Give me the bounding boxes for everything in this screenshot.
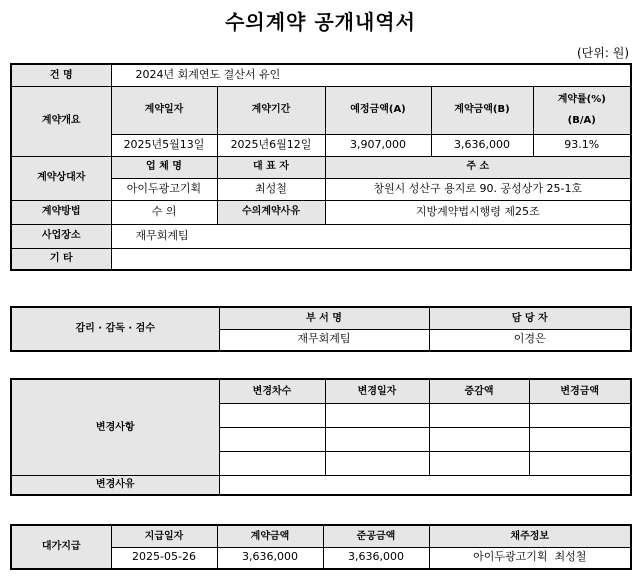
etc-value	[111, 248, 631, 270]
unit-note: (단위: 원)	[577, 46, 629, 60]
overview-label: 계약개요	[11, 86, 111, 156]
payment-label: 대가지급	[11, 525, 111, 569]
person-header: 담 당 자	[429, 307, 631, 329]
completion-amount-header: 준공금액	[323, 525, 429, 547]
contract-rate-value: 93.1%	[533, 134, 631, 156]
supervision-table	[10, 306, 632, 352]
supervision-label: 감리 · 감독 · 검수	[11, 307, 219, 351]
changes-table	[10, 378, 632, 496]
reason-value: 지방계약법시행령 제25조	[325, 200, 631, 224]
dept-value: 재무회계팀	[219, 329, 429, 351]
change-cell	[325, 451, 429, 475]
contract-amount-header: 계약금액(B)	[431, 86, 533, 134]
change-cell	[529, 403, 631, 427]
place-label: 사업장소	[11, 224, 111, 248]
subject-value: 2024년 회계연도 결산서 유인	[111, 64, 631, 86]
page-title: 수의계약 공개내역서	[225, 10, 416, 34]
contract-date-header: 계약일자	[111, 86, 217, 134]
company-value: 아이두광고기획	[111, 178, 217, 200]
change-cell	[529, 427, 631, 451]
estimated-amount-header: 예정금액(A)	[325, 86, 431, 134]
change-cell	[529, 451, 631, 475]
change-cell	[325, 403, 429, 427]
payment-table	[10, 524, 632, 570]
change-cell	[429, 403, 529, 427]
counterparty-label: 계약상대자	[11, 156, 111, 200]
contract-period-header: 계약기간	[217, 86, 325, 134]
change-cell	[219, 427, 325, 451]
contract-period-value: 2025년6월12일	[217, 134, 325, 156]
contract-rate-header	[533, 86, 631, 134]
change-cell	[429, 427, 529, 451]
method-label: 계약방법	[11, 200, 111, 224]
place-value: 재무회계팀	[111, 224, 631, 248]
address-value: 창원시 성산구 용지로 90. 공성상가 25-1호	[325, 178, 631, 200]
creditor-value: 아이두광고기획 최성철	[429, 547, 631, 569]
payment-date-value: 2025-05-26	[111, 547, 217, 569]
dept-header: 부 서 명	[219, 307, 429, 329]
company-header: 업 체 명	[111, 156, 217, 178]
reason-label: 수의계약사유	[217, 200, 325, 224]
subject-label: 건 명	[11, 64, 111, 86]
change-cell	[219, 451, 325, 475]
changes-label: 변경사항	[11, 379, 219, 475]
change-cell	[325, 427, 429, 451]
change-round-header: 변경차수	[219, 379, 325, 403]
payment-contract-amount-value: 3,636,000	[217, 547, 323, 569]
ceo-value: 최성철	[217, 178, 325, 200]
contract-amount-value: 3,636,000	[431, 134, 533, 156]
contract-date-value: 2025년5월13일	[111, 134, 217, 156]
ceo-header: 대 표 자	[217, 156, 325, 178]
change-delta-header: 증감액	[429, 379, 529, 403]
rate-header-main: 계약률(%)	[557, 93, 606, 105]
change-amount-header: 변경금액	[529, 379, 631, 403]
estimated-amount-value: 3,907,000	[325, 134, 431, 156]
contract-info-table	[10, 63, 632, 271]
completion-amount-value: 3,636,000	[323, 547, 429, 569]
change-reason-value	[219, 475, 631, 495]
change-cell	[219, 403, 325, 427]
payment-contract-amount-header: 계약금액	[217, 525, 323, 547]
address-header: 주 소	[325, 156, 631, 178]
etc-label: 기 타	[11, 248, 111, 270]
person-value: 이경은	[429, 329, 631, 351]
change-reason-label: 변경사유	[11, 475, 219, 495]
method-value: 수 의	[111, 200, 217, 224]
payment-date-header: 지급일자	[111, 525, 217, 547]
creditor-header: 채주정보	[429, 525, 631, 547]
change-cell	[429, 451, 529, 475]
change-date-header: 변경일자	[325, 379, 429, 403]
rate-header-sub: (B/A)	[567, 115, 596, 126]
